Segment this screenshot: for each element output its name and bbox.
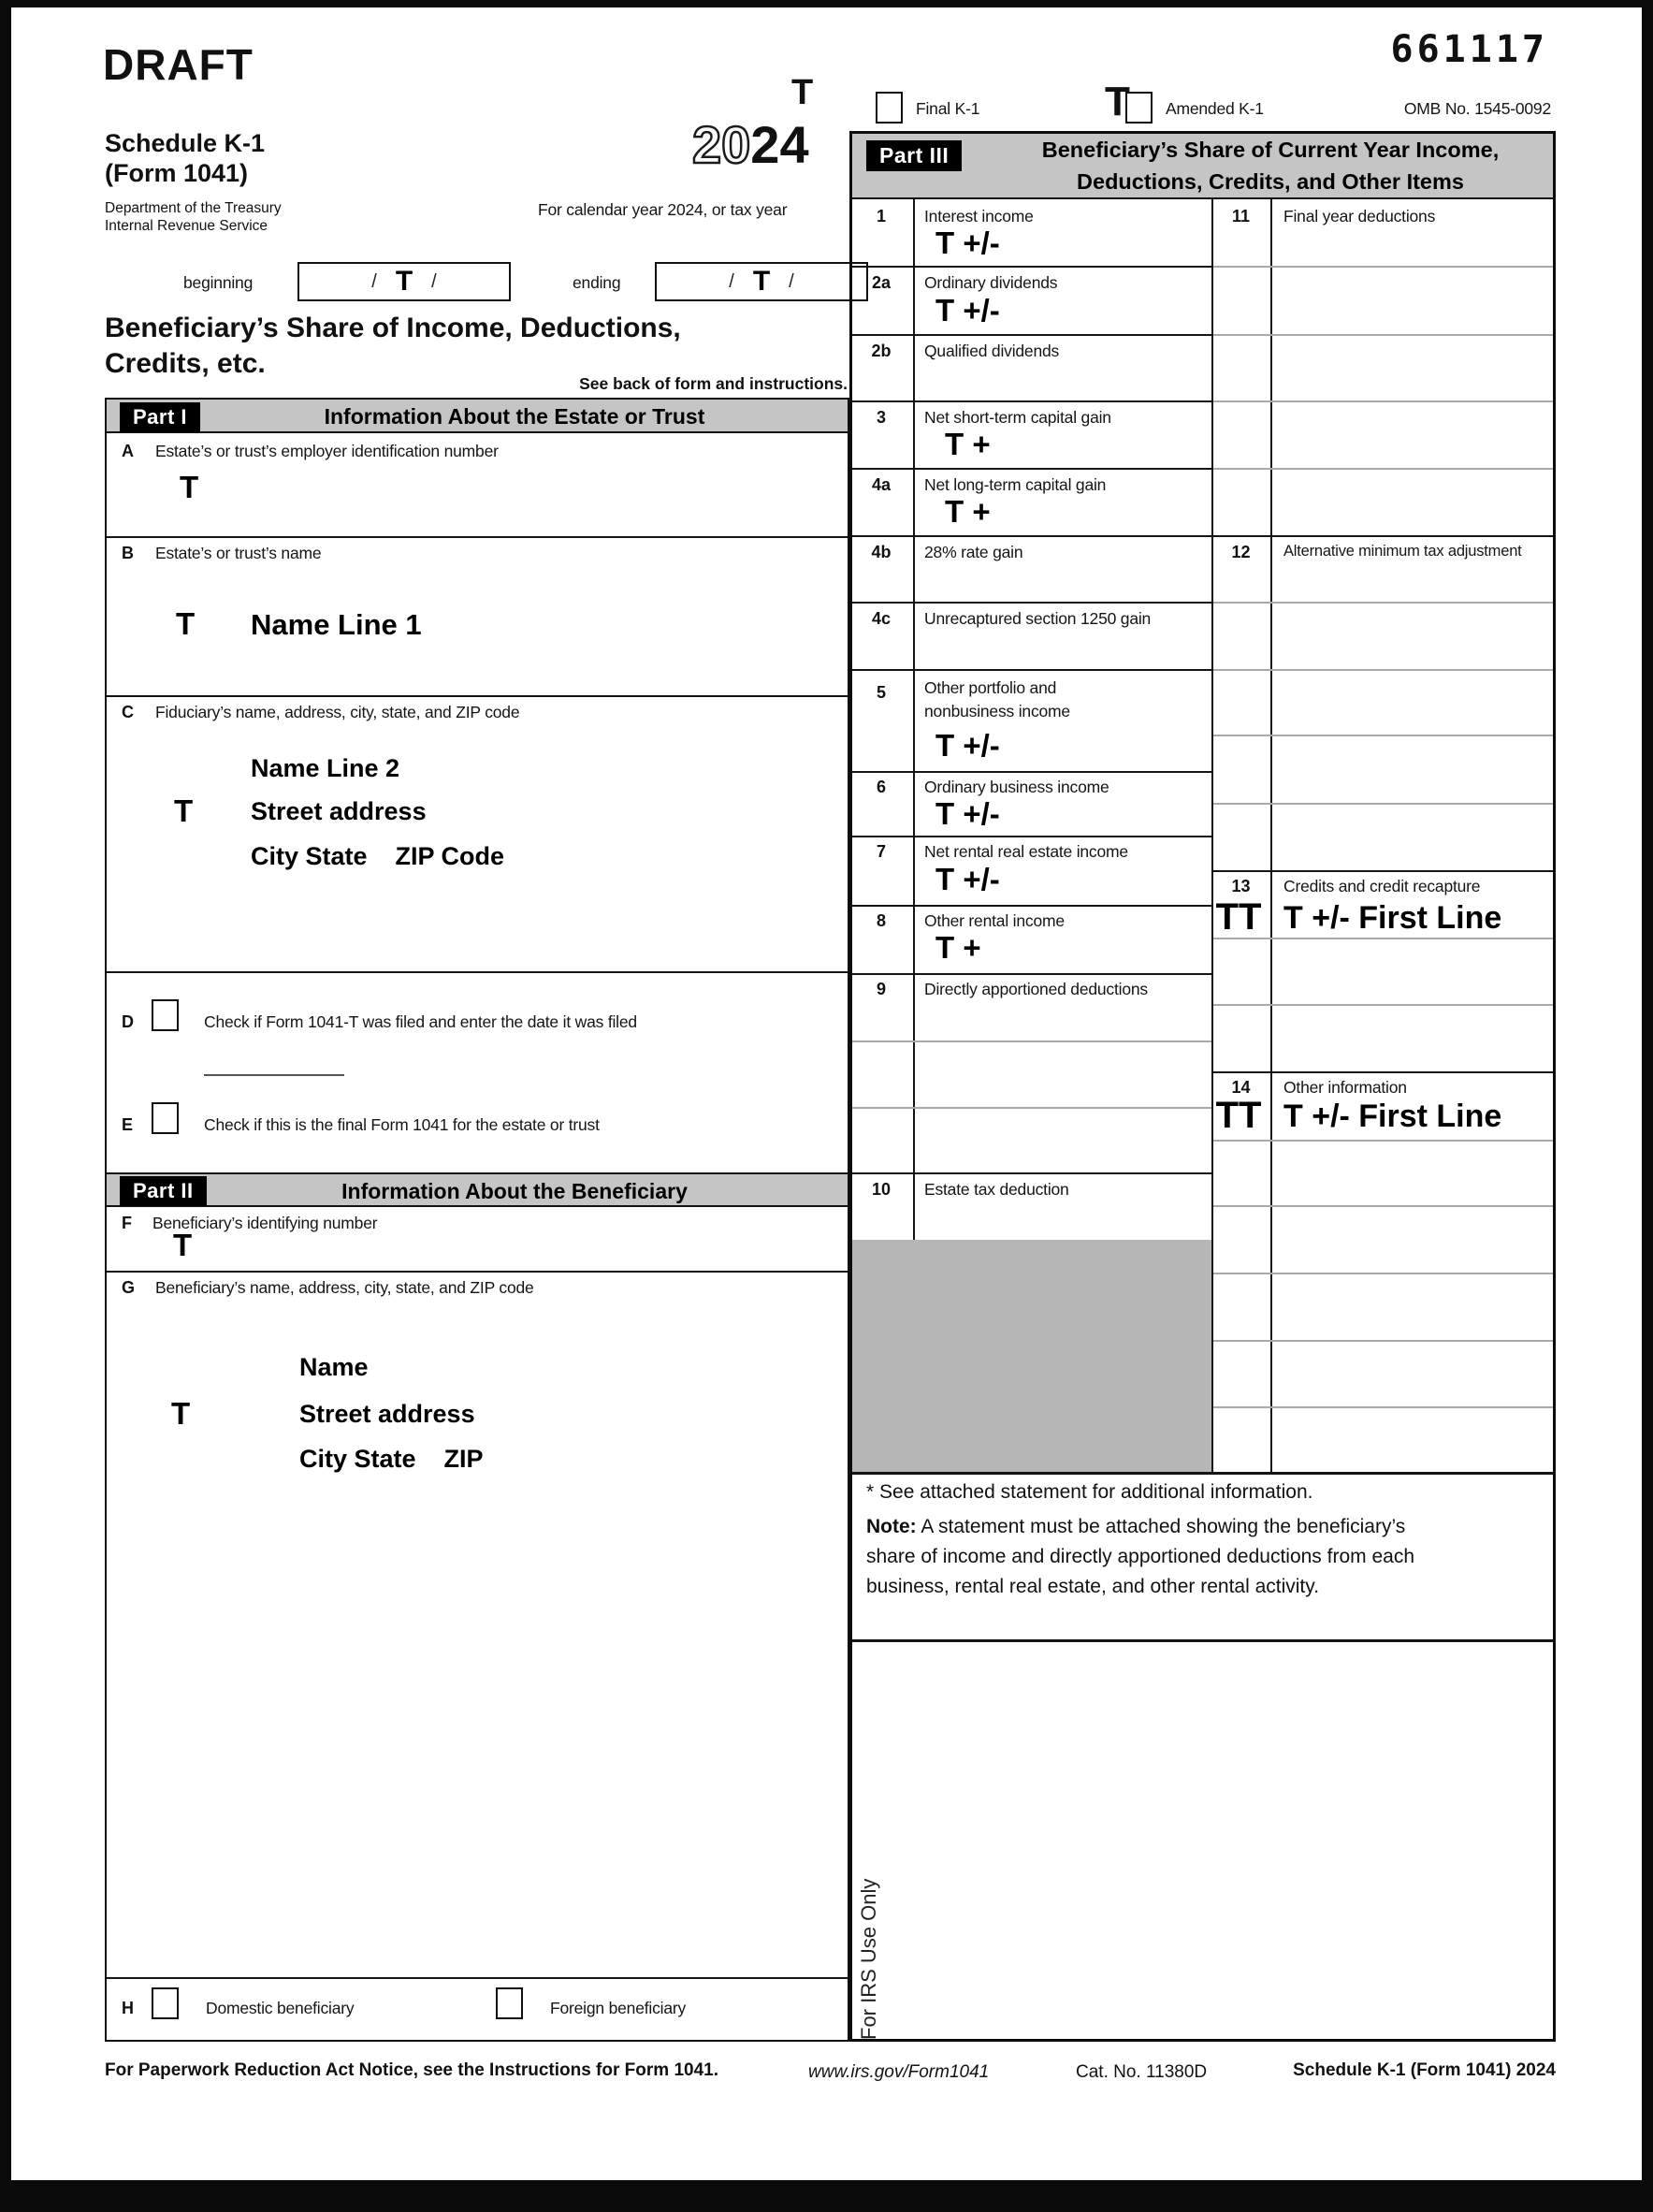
item-c-letter: C: [122, 703, 134, 721]
grid-line: [913, 199, 915, 1240]
beginning-date-field[interactable]: [297, 262, 511, 301]
domestic-beneficiary-checkbox[interactable]: [152, 1987, 179, 2019]
line-label: Other rental income: [924, 911, 1065, 930]
line-value[interactable]: T +/-: [935, 226, 1000, 260]
draft-watermark: DRAFT: [103, 40, 254, 89]
part1-badge: Part I: [120, 402, 200, 432]
grid-line: [1213, 735, 1553, 736]
item-d-letter: D: [122, 1012, 134, 1031]
line-number: 14: [1231, 1078, 1251, 1097]
item-g-letter: G: [122, 1278, 136, 1297]
note-label: Note:: [866, 1516, 917, 1537]
ending-date-field[interactable]: [655, 262, 868, 301]
slash: /: [431, 270, 437, 292]
item-b-letter: B: [122, 544, 134, 562]
item-h-letter: H: [122, 1999, 134, 2017]
item-g-t: T: [171, 1396, 191, 1431]
line-label: Qualified dividends: [924, 342, 1060, 360]
grid-line: [852, 669, 1211, 671]
grid-line: [1213, 1340, 1553, 1342]
catalog-number: Cat. No. 11380D: [1076, 2062, 1208, 2082]
line-label: Net rental real estate income: [924, 842, 1128, 861]
line-label: Net short-term capital gain: [924, 408, 1111, 427]
foreign-beneficiary-checkbox[interactable]: [496, 1987, 523, 2019]
line-value[interactable]: T +/-: [935, 862, 1000, 896]
line-number: 4c: [871, 609, 892, 628]
grid-line: [1213, 1273, 1553, 1274]
amended-k1-mark: T: [1105, 79, 1130, 124]
line-number: 1: [876, 207, 886, 226]
line-number: 7: [876, 842, 886, 861]
line-label: Credits and credit recapture: [1283, 877, 1481, 895]
item-f-label: Beneficiary’s identifying number: [152, 1214, 378, 1232]
grid-line: [852, 400, 1211, 402]
grid-line: [1213, 602, 1553, 604]
slash: /: [789, 270, 794, 292]
divider: [107, 971, 848, 973]
item-a-letter: A: [122, 442, 134, 460]
line-label: Other information: [1283, 1078, 1407, 1097]
grid-line: [852, 836, 1211, 837]
part3-title-line1: Beneficiary’s Share of Current Year Income,: [1041, 138, 1500, 162]
year-outline: 20: [692, 115, 751, 174]
schedule-footer: Schedule K-1 (Form 1041) 2024: [1293, 2060, 1556, 2080]
item-g-street[interactable]: Street address: [299, 1400, 475, 1428]
schedule-title: Schedule K-1: [105, 129, 266, 157]
item-f-value[interactable]: T: [173, 1228, 193, 1262]
line-number: 4b: [871, 543, 892, 561]
grid-line: [1213, 1140, 1553, 1142]
item-g-city[interactable]: City State ZIP: [299, 1445, 484, 1473]
ending-label: ending: [573, 273, 621, 292]
line-label: Ordinary dividends: [924, 273, 1058, 292]
grid-line: [852, 602, 1211, 604]
item-c-name[interactable]: Name Line 2: [251, 754, 400, 782]
item-c-t: T: [174, 793, 194, 828]
grid-line: [1213, 468, 1553, 470]
final-k1-label: Final K-1: [916, 99, 980, 118]
see-attached-note: * See attached statement for additional information.: [866, 1481, 1313, 1503]
item-a-label: Estate’s or trust’s employer identification number: [155, 442, 499, 460]
final-k1-checkbox[interactable]: [876, 92, 903, 124]
beginning-date-value: T: [395, 266, 413, 297]
date-filed-line[interactable]: [204, 1074, 344, 1076]
line-label: Net long-term capital gain: [924, 475, 1107, 494]
note-text: A statement must be attached showing the beneficiary’s share of income and directly apportioned deductions from each business, rental real estate, and other rental activity.: [866, 1516, 1415, 1597]
grid-line: [1213, 266, 1553, 268]
item-f-letter: F: [122, 1214, 132, 1232]
line-label: Other portfolio and nonbusiness income: [924, 678, 1070, 720]
line-number: 5: [876, 683, 886, 702]
omb-number: OMB No. 1545-0092: [1403, 99, 1551, 118]
dept-treasury: Department of the Treasury: [105, 200, 282, 216]
paperwork-notice: For Paperwork Reduction Act Notice, see the Instructions for Form 1041.: [105, 2060, 718, 2080]
part2-title: Information About the Beneficiary: [341, 1179, 688, 1203]
grid-line: [1213, 400, 1553, 402]
irs-url[interactable]: www.irs.gov/Form1041: [808, 2062, 990, 2082]
item-b-label: Estate’s or trust’s name: [155, 544, 322, 562]
irs-use-only-label: For IRS Use Only: [857, 1878, 880, 2040]
grid-line: [852, 1107, 1211, 1109]
part2-badge: Part II: [120, 1176, 207, 1206]
divider: [107, 695, 848, 697]
grid-line: [1213, 669, 1553, 671]
form-1041t-checkbox[interactable]: [152, 999, 179, 1031]
item-a-value[interactable]: T: [180, 470, 199, 504]
line-number: 4a: [871, 475, 892, 494]
grid-line: [852, 905, 1211, 907]
line-number: 2b: [871, 342, 892, 360]
item-b-t: T: [176, 606, 196, 641]
ending-date-value: T: [752, 266, 771, 297]
item-c-street[interactable]: Street address: [251, 797, 427, 825]
grid-line: [1213, 1406, 1553, 1408]
divider: [107, 1977, 848, 1979]
grid-line: [852, 1041, 1211, 1042]
attachment-note: [866, 1512, 1446, 1602]
grid-line: [1213, 1004, 1553, 1006]
shaded-block: [852, 1240, 1211, 1472]
beginning-label: beginning: [183, 273, 254, 292]
form-title-line2: Credits, etc.: [105, 348, 266, 379]
year-solid: 24: [750, 115, 809, 174]
foreign-beneficiary-label: Foreign beneficiary: [550, 1999, 687, 2017]
line-number: 12: [1231, 543, 1251, 561]
item-c-label: Fiduciary’s name, address, city, state, and ZIP code: [155, 703, 520, 721]
year-t-mark: T: [791, 73, 814, 112]
form-number: (Form 1041): [105, 159, 249, 187]
amended-k1-label: Amended K-1: [1166, 99, 1264, 118]
line-value[interactable]: T +/- First Line: [1283, 900, 1502, 936]
grid-line: [852, 468, 1211, 470]
slash: /: [371, 270, 377, 292]
line-number: 13: [1231, 877, 1251, 895]
item-c-city[interactable]: City State ZIP Code: [251, 842, 505, 870]
line-number: 2a: [871, 273, 892, 292]
grid-line: [1211, 535, 1553, 537]
part3-title-line2: Deductions, Credits, and Other Items: [1077, 169, 1464, 194]
line-value[interactable]: T +/-: [935, 728, 1000, 763]
line-label: Ordinary business income: [924, 778, 1109, 796]
line-number: 9: [876, 980, 886, 998]
grid-line: [852, 1172, 1211, 1174]
grid-line: [1211, 1071, 1553, 1073]
part3-badge: Part III: [866, 140, 962, 171]
slash: /: [729, 270, 734, 292]
part1-title: Information About the Estate or Trust: [324, 404, 705, 429]
grid-line: [1211, 870, 1553, 872]
line-label: Final year deductions: [1283, 207, 1436, 226]
item-e-letter: E: [122, 1115, 134, 1134]
line-value-code[interactable]: TT: [1215, 1095, 1262, 1136]
grid-line: [1213, 803, 1553, 805]
divider: [107, 536, 848, 538]
line-number: 3: [876, 408, 886, 427]
line-label: Directly apportioned deductions: [924, 980, 1148, 998]
grid-line: [852, 266, 1211, 268]
line-label: Interest income: [924, 207, 1034, 226]
item-g-label: Beneficiary’s name, address, city, state, and ZIP code: [155, 1278, 534, 1297]
item-d-label: Check if Form 1041-T was filed and enter the date it was filed: [204, 1012, 637, 1031]
line-value[interactable]: T +: [945, 427, 991, 461]
line-number: 8: [876, 911, 886, 930]
grid-line: [852, 1472, 1553, 1475]
line-value[interactable]: T +: [945, 494, 991, 529]
line-value[interactable]: T +/-: [935, 293, 1000, 327]
line-number: 6: [876, 778, 886, 796]
calendar-year-label: For calendar year 2024, or tax year: [538, 200, 788, 219]
final-1041-checkbox[interactable]: [152, 1102, 179, 1134]
line-label: Unrecaptured section 1250 gain: [924, 609, 1152, 628]
line-value[interactable]: T +/- First Line: [1283, 1099, 1502, 1134]
grid-line: [852, 973, 1211, 975]
form-code: 661117: [1390, 28, 1548, 71]
grid-line: [1213, 334, 1553, 336]
form-title-line1: Beneficiary’s Share of Income, Deductions,: [105, 313, 681, 343]
line-number: 10: [871, 1180, 892, 1199]
see-back-note: See back of form and instructions.: [579, 374, 848, 393]
line-value-code[interactable]: TT: [1215, 896, 1262, 938]
grid-line: [852, 1639, 1553, 1642]
grid-line: [852, 771, 1211, 773]
divider: [107, 1271, 848, 1273]
tax-year: [692, 114, 809, 175]
item-e-label: Check if this is the final Form 1041 for the estate or trust: [204, 1115, 600, 1134]
line-value[interactable]: T +: [935, 930, 981, 965]
irs-label: Internal Revenue Service: [105, 218, 268, 234]
grid-line: [1211, 199, 1213, 1472]
domestic-beneficiary-label: Domestic beneficiary: [206, 1999, 355, 2017]
item-g-name[interactable]: Name: [299, 1353, 369, 1381]
line-value[interactable]: T +/-: [935, 796, 1000, 831]
grid-line: [852, 535, 1211, 537]
grid-line: [1213, 1205, 1553, 1207]
grid-line: [852, 334, 1211, 336]
line-label: Estate tax deduction: [924, 1180, 1069, 1199]
line-label: 28% rate gain: [924, 543, 1023, 561]
line-number: 11: [1231, 207, 1251, 226]
line-label: Alternative minimum tax adjustment: [1283, 543, 1522, 560]
grid-line: [1270, 199, 1272, 1472]
item-b-value[interactable]: Name Line 1: [251, 608, 422, 641]
